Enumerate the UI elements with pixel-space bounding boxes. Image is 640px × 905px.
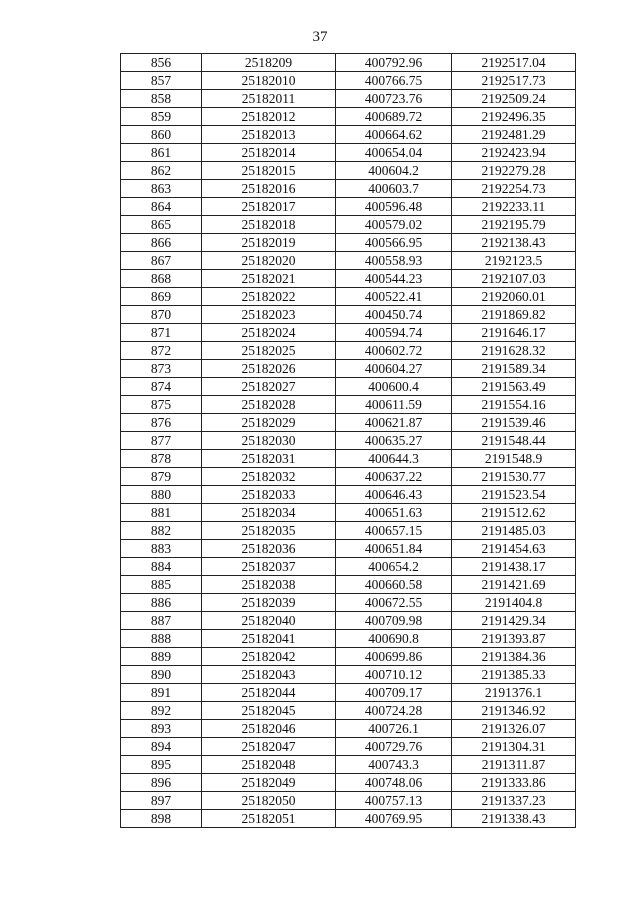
point-id-cell: 25182014 (202, 144, 336, 162)
point-id-cell: 25182031 (202, 450, 336, 468)
table-row (121, 810, 576, 828)
y-coordinate-cell: 2191539.46 (452, 414, 576, 432)
point-number-cell: 887 (121, 612, 202, 630)
point-id-cell: 25182039 (202, 594, 336, 612)
y-coordinate-cell: 2191454.63 (452, 540, 576, 558)
table-row (121, 432, 576, 450)
point-number-cell: 878 (121, 450, 202, 468)
point-id-cell: 25182049 (202, 774, 336, 792)
x-coordinate-cell: 400748.06 (336, 774, 452, 792)
point-number-cell: 889 (121, 648, 202, 666)
table-row (121, 396, 576, 414)
point-id-cell: 25182040 (202, 612, 336, 630)
point-id-cell: 25182025 (202, 342, 336, 360)
y-coordinate-cell: 2192509.24 (452, 90, 576, 108)
point-number-cell: 862 (121, 162, 202, 180)
x-coordinate-cell: 400660.58 (336, 576, 452, 594)
point-number-cell: 874 (121, 378, 202, 396)
page-number: 37 (312, 29, 328, 45)
table-row (121, 756, 576, 774)
point-number-cell: 860 (121, 126, 202, 144)
y-coordinate-cell: 2192423.94 (452, 144, 576, 162)
point-number-cell: 896 (121, 774, 202, 792)
point-id-cell: 25182048 (202, 756, 336, 774)
point-id-cell: 25182021 (202, 270, 336, 288)
point-number-cell: 897 (121, 792, 202, 810)
point-number-cell: 873 (121, 360, 202, 378)
y-coordinate-cell: 2192481.29 (452, 126, 576, 144)
point-id-cell: 25182051 (202, 810, 336, 828)
table-row (121, 306, 576, 324)
y-coordinate-cell: 2191530.77 (452, 468, 576, 486)
y-coordinate-cell: 2191376.1 (452, 684, 576, 702)
y-coordinate-cell: 2192496.35 (452, 108, 576, 126)
x-coordinate-cell: 400604.27 (336, 360, 452, 378)
x-coordinate-cell: 400522.41 (336, 288, 452, 306)
point-id-cell: 25182010 (202, 72, 336, 90)
y-coordinate-cell: 2191304.31 (452, 738, 576, 756)
table-row (121, 270, 576, 288)
point-number-cell: 861 (121, 144, 202, 162)
x-coordinate-cell: 400743.3 (336, 756, 452, 774)
point-number-cell: 856 (121, 54, 202, 72)
x-coordinate-cell: 400596.48 (336, 198, 452, 216)
point-number-cell: 883 (121, 540, 202, 558)
y-coordinate-cell: 2192060.01 (452, 288, 576, 306)
point-number-cell: 893 (121, 720, 202, 738)
x-coordinate-cell: 400646.43 (336, 486, 452, 504)
table-row (121, 252, 576, 270)
point-id-cell: 25182012 (202, 108, 336, 126)
table-row (121, 198, 576, 216)
table-row (121, 720, 576, 738)
table-row (121, 342, 576, 360)
table-row (121, 504, 576, 522)
point-number-cell: 868 (121, 270, 202, 288)
point-id-cell: 25182017 (202, 198, 336, 216)
point-id-cell: 25182033 (202, 486, 336, 504)
y-coordinate-cell: 2191869.82 (452, 306, 576, 324)
x-coordinate-cell: 400726.1 (336, 720, 452, 738)
table-row (121, 594, 576, 612)
point-id-cell: 25182026 (202, 360, 336, 378)
y-coordinate-cell: 2191485.03 (452, 522, 576, 540)
table-row (121, 360, 576, 378)
table-row (121, 630, 576, 648)
table-row (121, 666, 576, 684)
y-coordinate-cell: 2192254.73 (452, 180, 576, 198)
point-id-cell: 25182037 (202, 558, 336, 576)
table-row (121, 54, 576, 72)
point-number-cell: 890 (121, 666, 202, 684)
y-coordinate-cell: 2192279.28 (452, 162, 576, 180)
point-id-cell: 25182036 (202, 540, 336, 558)
table-row (121, 612, 576, 630)
point-number-cell: 879 (121, 468, 202, 486)
y-coordinate-cell: 2191421.69 (452, 576, 576, 594)
point-number-cell: 870 (121, 306, 202, 324)
point-number-cell: 885 (121, 576, 202, 594)
point-id-cell: 25182043 (202, 666, 336, 684)
y-coordinate-cell: 2192517.73 (452, 72, 576, 90)
y-coordinate-cell: 2191346.92 (452, 702, 576, 720)
point-id-cell: 25182042 (202, 648, 336, 666)
x-coordinate-cell: 400710.12 (336, 666, 452, 684)
x-coordinate-cell: 400699.86 (336, 648, 452, 666)
y-coordinate-cell: 2191337.23 (452, 792, 576, 810)
point-number-cell: 880 (121, 486, 202, 504)
point-number-cell: 876 (121, 414, 202, 432)
y-coordinate-cell: 2191628.32 (452, 342, 576, 360)
x-coordinate-cell: 400654.2 (336, 558, 452, 576)
point-id-cell: 25182018 (202, 216, 336, 234)
point-number-cell: 891 (121, 684, 202, 702)
table-row (121, 648, 576, 666)
point-number-cell: 866 (121, 234, 202, 252)
point-number-cell: 872 (121, 342, 202, 360)
point-number-cell: 882 (121, 522, 202, 540)
x-coordinate-cell: 400709.17 (336, 684, 452, 702)
table-row (121, 540, 576, 558)
point-id-cell: 25182024 (202, 324, 336, 342)
table-row (121, 144, 576, 162)
x-coordinate-cell: 400651.63 (336, 504, 452, 522)
table-row (121, 90, 576, 108)
table-row (121, 324, 576, 342)
point-id-cell: 25182022 (202, 288, 336, 306)
x-coordinate-cell: 400723.76 (336, 90, 452, 108)
point-id-cell: 25182044 (202, 684, 336, 702)
point-number-cell: 881 (121, 504, 202, 522)
point-id-cell: 25182034 (202, 504, 336, 522)
table-row (121, 522, 576, 540)
point-number-cell: 857 (121, 72, 202, 90)
table-row (121, 576, 576, 594)
x-coordinate-cell: 400450.74 (336, 306, 452, 324)
point-number-cell: 884 (121, 558, 202, 576)
point-id-cell: 25182015 (202, 162, 336, 180)
table-row (121, 126, 576, 144)
y-coordinate-cell: 2191429.34 (452, 612, 576, 630)
point-number-cell: 894 (121, 738, 202, 756)
point-id-cell: 25182029 (202, 414, 336, 432)
x-coordinate-cell: 400644.3 (336, 450, 452, 468)
x-coordinate-cell: 400651.84 (336, 540, 452, 558)
point-id-cell: 25182011 (202, 90, 336, 108)
point-number-cell: 877 (121, 432, 202, 450)
point-number-cell: 865 (121, 216, 202, 234)
table-row (121, 378, 576, 396)
x-coordinate-cell: 400654.04 (336, 144, 452, 162)
y-coordinate-cell: 2191548.9 (452, 450, 576, 468)
table-row (121, 738, 576, 756)
point-id-cell: 25182013 (202, 126, 336, 144)
point-id-cell: 25182050 (202, 792, 336, 810)
point-number-cell: 867 (121, 252, 202, 270)
table-row (121, 684, 576, 702)
table-row (121, 180, 576, 198)
coordinates-table (120, 53, 576, 828)
point-id-cell: 25182016 (202, 180, 336, 198)
point-number-cell: 888 (121, 630, 202, 648)
y-coordinate-cell: 2191512.62 (452, 504, 576, 522)
table-row (121, 234, 576, 252)
table-row (121, 468, 576, 486)
point-number-cell: 892 (121, 702, 202, 720)
y-coordinate-cell: 2191333.86 (452, 774, 576, 792)
table-row (121, 414, 576, 432)
table-row (121, 162, 576, 180)
x-coordinate-cell: 400621.87 (336, 414, 452, 432)
y-coordinate-cell: 2192517.04 (452, 54, 576, 72)
table-row (121, 792, 576, 810)
y-coordinate-cell: 2191438.17 (452, 558, 576, 576)
x-coordinate-cell: 400757.13 (336, 792, 452, 810)
table-row (121, 486, 576, 504)
point-id-cell: 25182027 (202, 378, 336, 396)
point-number-cell: 886 (121, 594, 202, 612)
y-coordinate-cell: 2191589.34 (452, 360, 576, 378)
x-coordinate-cell: 400594.74 (336, 324, 452, 342)
point-number-cell: 864 (121, 198, 202, 216)
x-coordinate-cell: 400766.75 (336, 72, 452, 90)
x-coordinate-cell: 400637.22 (336, 468, 452, 486)
x-coordinate-cell: 400566.95 (336, 234, 452, 252)
table-row (121, 450, 576, 468)
x-coordinate-cell: 400729.76 (336, 738, 452, 756)
x-coordinate-cell: 400558.93 (336, 252, 452, 270)
x-coordinate-cell: 400769.95 (336, 810, 452, 828)
point-number-cell: 871 (121, 324, 202, 342)
y-coordinate-cell: 2191548.44 (452, 432, 576, 450)
y-coordinate-cell: 2191523.54 (452, 486, 576, 504)
point-number-cell: 858 (121, 90, 202, 108)
y-coordinate-cell: 2191384.36 (452, 648, 576, 666)
y-coordinate-cell: 2191404.8 (452, 594, 576, 612)
point-number-cell: 859 (121, 108, 202, 126)
x-coordinate-cell: 400611.59 (336, 396, 452, 414)
y-coordinate-cell: 2191385.33 (452, 666, 576, 684)
point-id-cell: 25182041 (202, 630, 336, 648)
point-number-cell: 875 (121, 396, 202, 414)
y-coordinate-cell: 2192195.79 (452, 216, 576, 234)
point-id-cell: 25182023 (202, 306, 336, 324)
coordinates-table-body (121, 54, 576, 828)
x-coordinate-cell: 400672.55 (336, 594, 452, 612)
table-row (121, 288, 576, 306)
point-id-cell: 25182038 (202, 576, 336, 594)
x-coordinate-cell: 400689.72 (336, 108, 452, 126)
point-id-cell: 2518209 (202, 54, 336, 72)
y-coordinate-cell: 2191393.87 (452, 630, 576, 648)
point-number-cell: 863 (121, 180, 202, 198)
x-coordinate-cell: 400690.8 (336, 630, 452, 648)
point-id-cell: 25182046 (202, 720, 336, 738)
table-row (121, 558, 576, 576)
x-coordinate-cell: 400664.62 (336, 126, 452, 144)
point-id-cell: 25182020 (202, 252, 336, 270)
table-row (121, 702, 576, 720)
x-coordinate-cell: 400724.28 (336, 702, 452, 720)
y-coordinate-cell: 2191338.43 (452, 810, 576, 828)
x-coordinate-cell: 400657.15 (336, 522, 452, 540)
point-id-cell: 25182035 (202, 522, 336, 540)
y-coordinate-cell: 2191563.49 (452, 378, 576, 396)
x-coordinate-cell: 400709.98 (336, 612, 452, 630)
x-coordinate-cell: 400600.4 (336, 378, 452, 396)
point-id-cell: 25182032 (202, 468, 336, 486)
y-coordinate-cell: 2191554.16 (452, 396, 576, 414)
x-coordinate-cell: 400602.72 (336, 342, 452, 360)
y-coordinate-cell: 2191326.07 (452, 720, 576, 738)
x-coordinate-cell: 400579.02 (336, 216, 452, 234)
y-coordinate-cell: 2192123.5 (452, 252, 576, 270)
table-row (121, 216, 576, 234)
point-number-cell: 898 (121, 810, 202, 828)
y-coordinate-cell: 2191646.17 (452, 324, 576, 342)
point-id-cell: 25182019 (202, 234, 336, 252)
x-coordinate-cell: 400604.2 (336, 162, 452, 180)
x-coordinate-cell: 400792.96 (336, 54, 452, 72)
point-number-cell: 895 (121, 756, 202, 774)
table-row (121, 108, 576, 126)
point-id-cell: 25182045 (202, 702, 336, 720)
y-coordinate-cell: 2191311.87 (452, 756, 576, 774)
x-coordinate-cell: 400544.23 (336, 270, 452, 288)
x-coordinate-cell: 400603.7 (336, 180, 452, 198)
point-id-cell: 25182047 (202, 738, 336, 756)
table-row (121, 72, 576, 90)
point-id-cell: 25182028 (202, 396, 336, 414)
y-coordinate-cell: 2192233.11 (452, 198, 576, 216)
table-row (121, 774, 576, 792)
point-id-cell: 25182030 (202, 432, 336, 450)
point-number-cell: 869 (121, 288, 202, 306)
y-coordinate-cell: 2192107.03 (452, 270, 576, 288)
y-coordinate-cell: 2192138.43 (452, 234, 576, 252)
x-coordinate-cell: 400635.27 (336, 432, 452, 450)
